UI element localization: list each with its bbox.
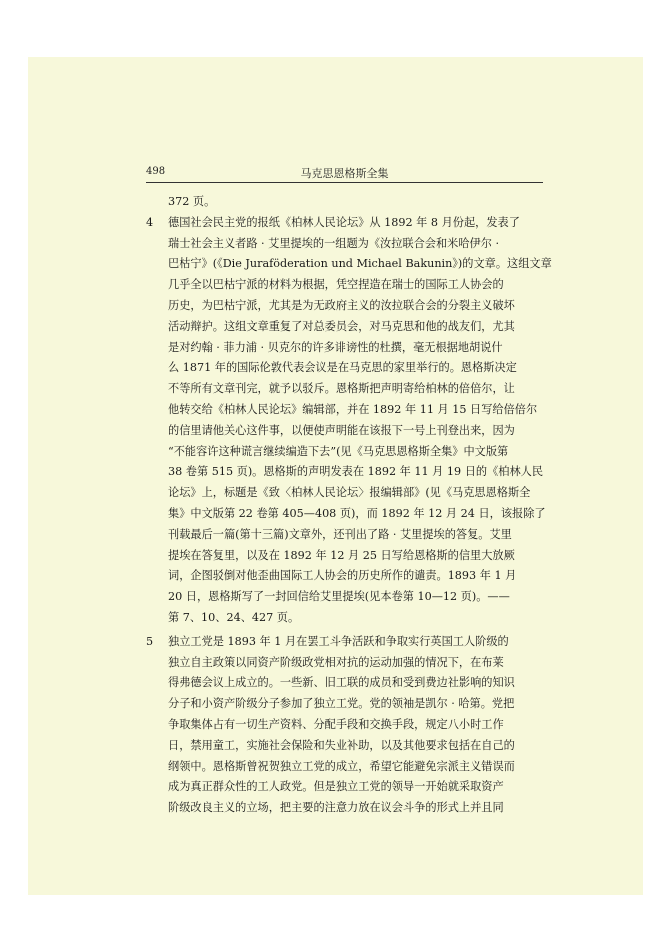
endnote-text-line: 不等所有文章刊完，就予以驳斥。恩格斯把声明寄给柏林的倍倍尔，让 (168, 382, 515, 396)
endnote-4 (146, 213, 552, 629)
endnote-text-line: 他转交给《柏林人民论坛》编辑部，并在 1892 年 11 月 15 日写给倍倍尔 (168, 402, 538, 416)
endnote-text-line: 成为真正群众性的工人政党。但是独立工党的领导一开始就采取资产 (168, 780, 504, 794)
endnote-text-line: 历史，为巴枯宁派，尤其是为无政府主义的汝拉联合会的分裂主义破坏 (168, 298, 515, 312)
endnote-text-line: 刊载最后一篇(第十三篇)文章外，还刊出了路 · 艾里提埃的答复。艾里 (168, 527, 512, 541)
endnote-text-line: 阶级改良主义的立场，把主要的注意力放在议会斗争的形式上并且同 (168, 801, 504, 815)
endnote-text-line: 分子和小资产阶级分子参加了独立工党。党的领袖是凯尔 · 哈第。党把 (168, 697, 515, 711)
endnote-5 (146, 632, 543, 819)
endnote-text-line: 纲领中。恩格斯曾祝贺独立工党的成立，希望它能避免宗派主义错误而 (168, 759, 515, 773)
continuation-text: 372 页。 (168, 195, 216, 208)
endnote-text-line: 独立工党是 1893 年 1 月在罢工斗争活跃和争取实行英国工人阶级的 (168, 634, 509, 648)
endnote-text-line: 20 日，恩格斯写了一封回信给艾里提埃(见本卷第 10—12 页)。—— (168, 590, 510, 604)
endnote-text-line: 38 卷第 515 页)。恩格斯的声明发表在 1892 年 11 月 19 日的《柏林人民 (168, 465, 544, 479)
endnote-text-line: 词，企图驳倒对他歪曲国际工人协会的历史所作的谴责。1893 年 1 月 (168, 569, 517, 583)
endnote-text-line: 么 1871 年的国际伦敦代表会议是在马克思的家里举行的。恩格斯决定 (168, 361, 517, 375)
page-number: 498 (146, 166, 166, 177)
endnote-number: 5 (146, 634, 154, 648)
endnote-number: 4 (146, 215, 154, 229)
endnote-text-line: 活动辩护。这组文章重复了对总委员会，对马克思和他的战友们，尤其 (168, 319, 515, 333)
endnote-text-line: 日，禁用童工，实施社会保险和失业补助，以及其他要求包括在自己的 (168, 738, 515, 752)
endnote-text-line: 几乎全以巴枯宁派的材料为根据，凭空捏造在瑞士的国际工人协会的 (168, 278, 504, 292)
endnote-text-line: 论坛》上，标题是《致〈柏林人民论坛〉报编辑部》(见《马克思恩格斯全 (168, 486, 531, 500)
page-header (146, 164, 543, 183)
endnote-text-line: 巴枯宁》(《Die Juraföderation und Michael Bakunin》)的文章。这组文章 (168, 257, 552, 271)
endnote-text-line: 争取集体占有一切生产资料、分配手段和交换手段，规定八小时工作 (168, 717, 504, 731)
endnote-text-line: 第 7、10、24、427 页。 (168, 610, 300, 624)
endnote-text-line: 的信里请他关心这件事，以便使声明能在该报下一号上刊登出来，因为 (168, 423, 515, 437)
endnotes-body (146, 192, 552, 819)
endnote-text-line: 是对约翰 · 菲力浦 · 贝克尔的许多诽谤性的杜撰，毫无根据地胡说什 (168, 340, 503, 354)
running-title: 马克思恩格斯全集 (300, 167, 389, 180)
endnote-text-line: 得弗德会议上成立的。一些新、旧工联的成员和受到费边社影响的知识 (168, 676, 515, 690)
endnote-text-line: “不能容许这种谎言继续编造下去”(见《马克思恩格斯全集》中文版第 (168, 444, 509, 458)
endnote-text-line: 集》中文版第 22 卷第 405—408 页)，而 1892 年 12 月 24 日，该报除了 (168, 506, 546, 520)
endnotes-list (146, 213, 552, 819)
endnote-text-line: 瑞士社会主义者路 · 艾里提埃的一组题为《汝拉联合会和米哈伊尔 · (168, 236, 500, 250)
endnote-text-line: 提埃在答复里，以及在 1892 年 12 月 25 日写给恩格斯的信里大放厥 (168, 548, 515, 562)
endnote-text-line: 德国社会民主党的报纸《柏林人民论坛》从 1892 年 8 月份起，发表了 (168, 215, 520, 229)
endnote-text-line: 独立自主政策以同资产阶级政党相对抗的运动加强的情况下，在布莱 (168, 655, 504, 669)
